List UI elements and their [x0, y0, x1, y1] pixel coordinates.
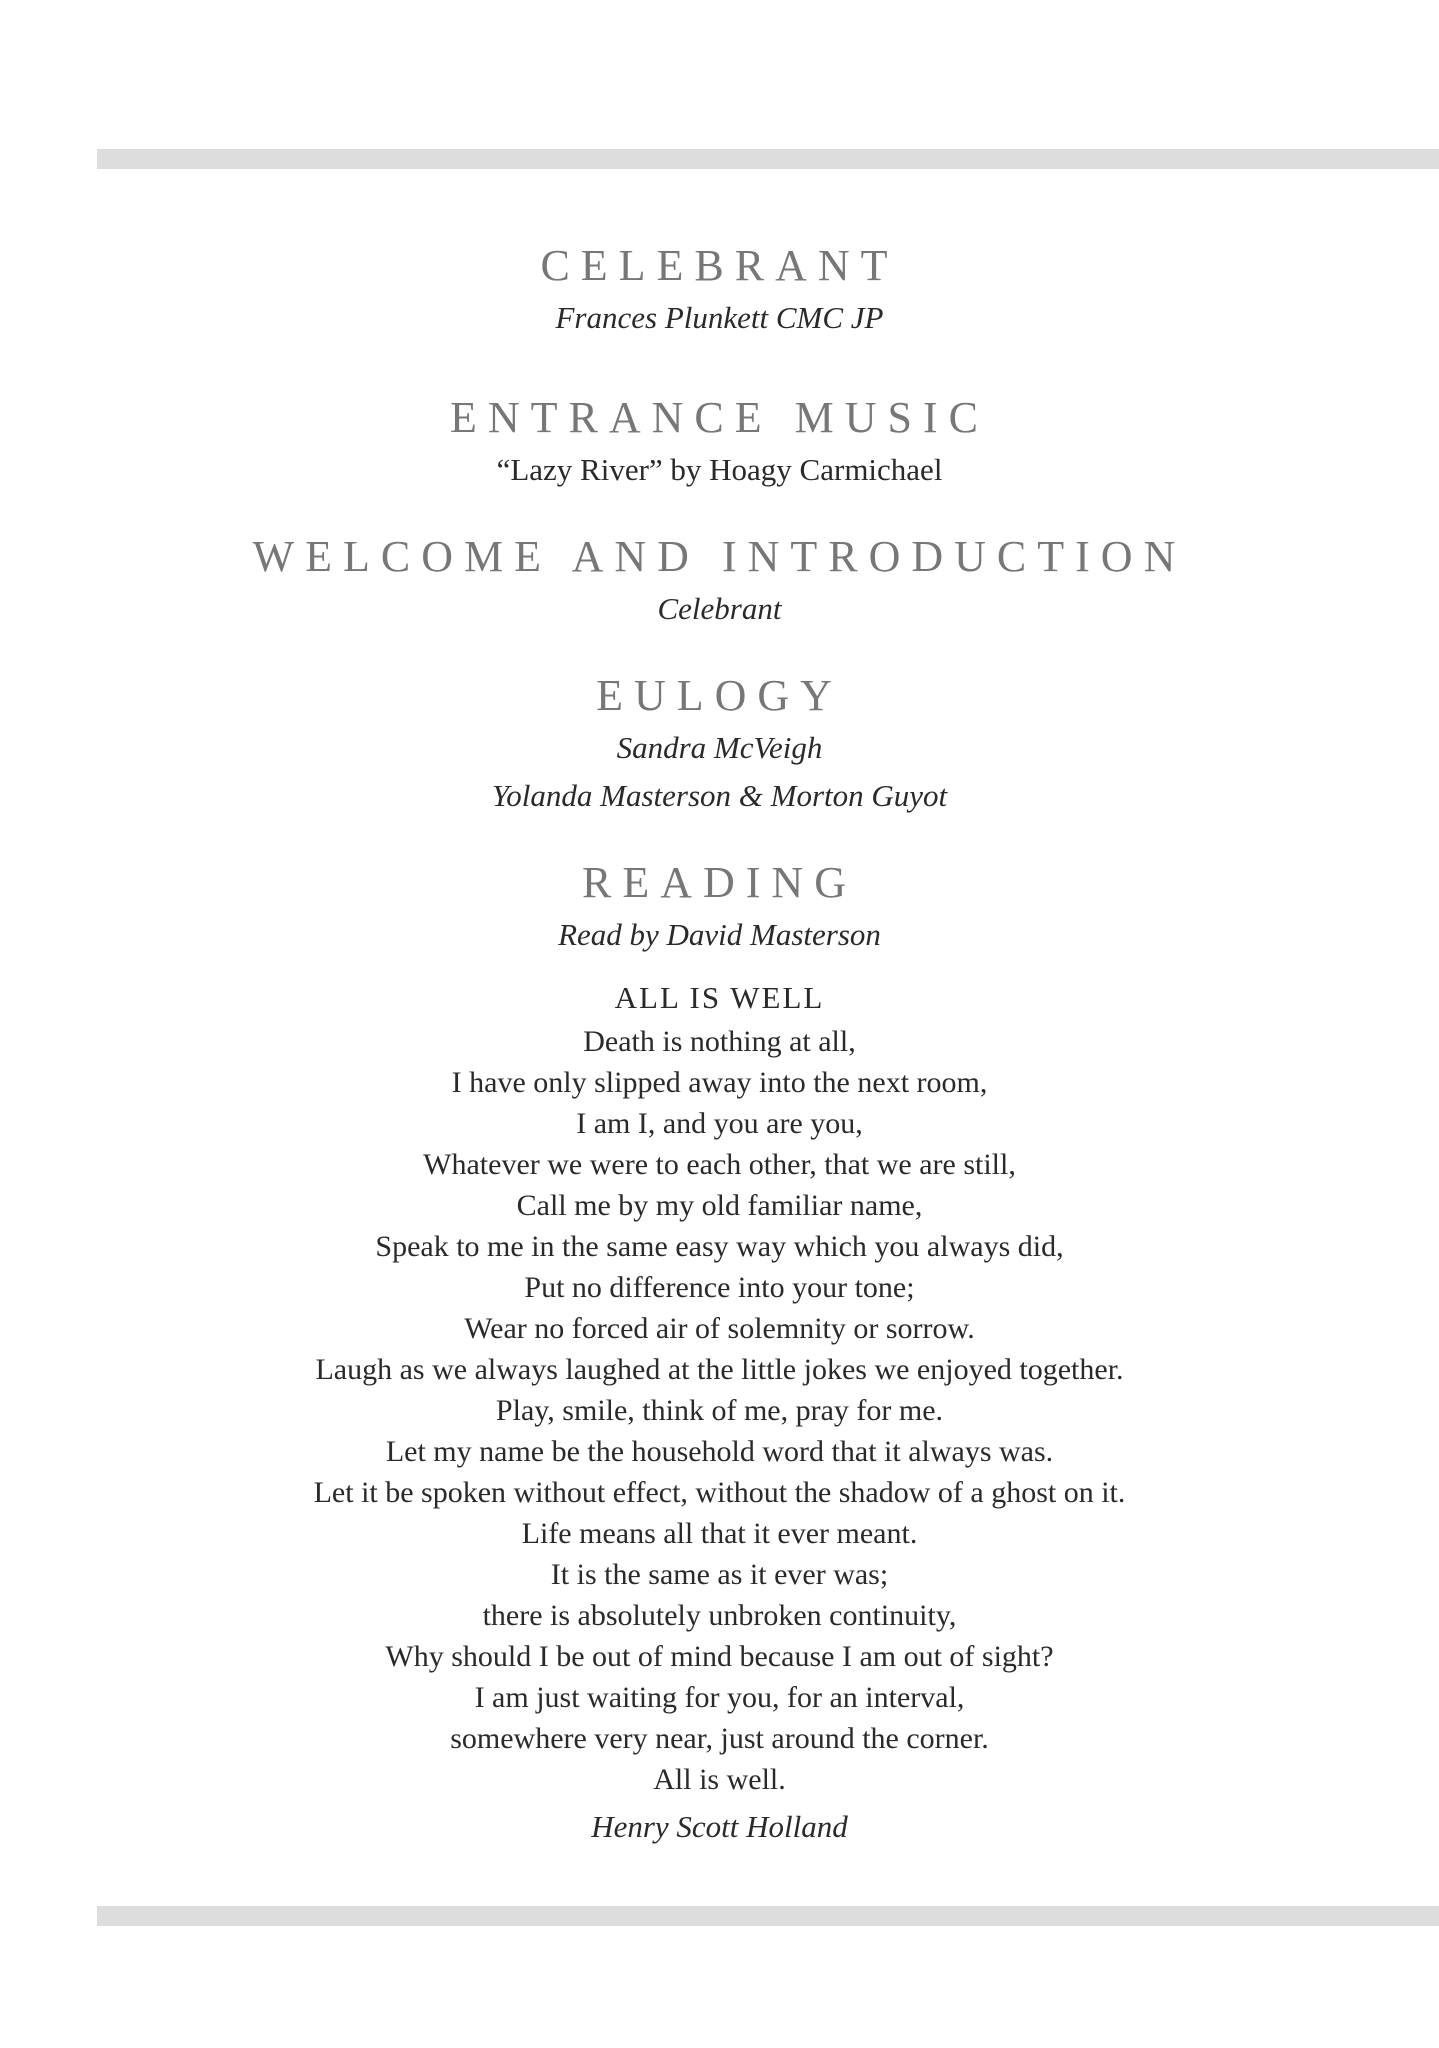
poem-line: I am just waiting for you, for an interval,	[474, 1681, 965, 1714]
poem-line: All is well.	[653, 1763, 786, 1796]
celebrant-name: Frances Plunkett CMC JP	[555, 300, 884, 335]
bottom-divider	[97, 1906, 1439, 1926]
poem-line: I am I, and you are you,	[576, 1107, 863, 1140]
poem-line: Whatever we were to each other, that we are still,	[423, 1148, 1016, 1181]
poem-line: Put no difference into your tone;	[524, 1271, 915, 1304]
order-of-service	[0, 238, 1439, 1854]
poem-line: Speak to me in the same easy way which you always did,	[375, 1230, 1064, 1263]
section-heading: ENTRANCE MUSIC	[449, 393, 990, 442]
welcome-speaker: Celebrant	[657, 591, 782, 626]
section-heading: READING	[582, 858, 857, 907]
music-title: “Lazy River” by Hoagy Carmichael	[496, 452, 943, 487]
poem-author: Henry Scott Holland	[591, 1809, 848, 1844]
eulogy-speaker: Yolanda Masterson & Morton Guyot	[491, 778, 948, 813]
poem-line: somewhere very near, just around the corner.	[450, 1722, 989, 1755]
section-heading: WELCOME AND INTRODUCTION	[252, 532, 1187, 581]
poem-title: ALL IS WELL	[614, 980, 825, 1015]
poem	[0, 975, 1439, 1854]
poem-line: Death is nothing at all,	[583, 1025, 856, 1058]
top-divider	[97, 149, 1439, 169]
section-welcome	[0, 529, 1439, 668]
poem-line: Laugh as we always laughed at the little jokes we enjoyed together.	[315, 1353, 1124, 1386]
poem-line: Wear no forced air of solemnity or sorrow.	[464, 1312, 975, 1345]
poem-line: Why should I be out of mind because I am out of sight?	[385, 1640, 1054, 1673]
section-heading: CELEBRANT	[540, 241, 899, 290]
poem-line: Life means all that it ever meant.	[521, 1517, 918, 1550]
section-entrance-music	[0, 390, 1439, 529]
section-celebrant	[0, 238, 1439, 390]
poem-line: I have only slipped away into the next room,	[451, 1066, 988, 1099]
reader-name: Read by David Masterson	[558, 917, 881, 952]
poem-line: It is the same as it ever was;	[550, 1558, 889, 1591]
poem-line: there is absolutely unbroken continuity,	[482, 1599, 957, 1632]
eulogy-speaker: Sandra McVeigh	[616, 730, 823, 765]
poem-line: Let it be spoken without effect, without the shadow of a ghost on it.	[313, 1476, 1126, 1509]
poem-line: Play, smile, think of me, pray for me.	[495, 1394, 944, 1427]
section-reading	[0, 855, 1439, 975]
section-eulogy	[0, 668, 1439, 855]
poem-line: Call me by my old familiar name,	[516, 1189, 923, 1222]
poem-line: Let my name be the household word that it always was.	[385, 1435, 1054, 1468]
section-heading: EULOGY	[596, 671, 843, 720]
